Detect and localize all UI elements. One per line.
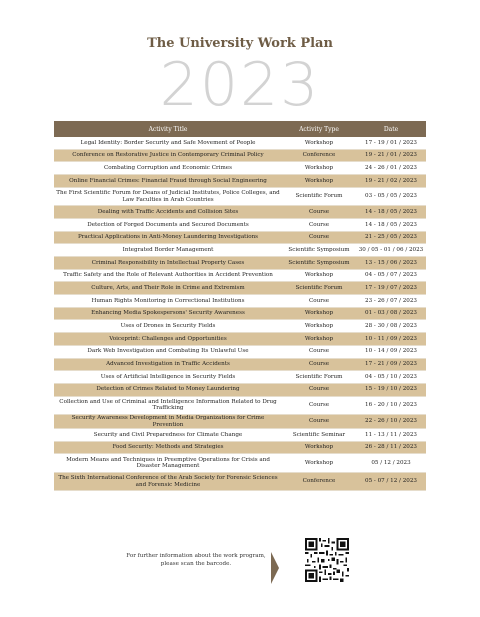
year-heading: 2023 <box>159 50 321 120</box>
activity-title-cell: Detection of Forged Documents and Secured Documents <box>54 218 282 231</box>
header-activity-title: Activity Title <box>54 121 282 137</box>
table-row <box>54 218 426 231</box>
date-cell: 11 - 13 / 11 / 2023 <box>356 429 426 442</box>
activity-title-cell: Criminal Responsibility in Intellectual Property Cases <box>54 257 282 270</box>
table-row <box>54 257 426 270</box>
activity-type-cell: Scientific Forum <box>282 371 356 384</box>
activity-title-cell: Human Rights Monitoring in Correctional Institutions <box>54 295 282 308</box>
date-cell: 05 / 12 / 2023 <box>356 454 426 473</box>
activity-title-cell: Combating Corruption and Economic Crimes <box>54 162 282 175</box>
activity-type-cell: Workshop <box>282 162 356 175</box>
activity-title-cell: Online Financial Crimes: Financial Fraud through Social Engineering <box>54 175 282 188</box>
table-body <box>54 137 426 491</box>
activity-title-cell: The First Scientific Forum for Deans of Judicial Institutes, Police Colleges, and Law Faculties in Arab Countries <box>54 187 282 206</box>
date-cell: 10 - 11 / 09 / 2023 <box>356 333 426 346</box>
table-row <box>54 472 426 491</box>
date-cell: 19 - 21 / 02 / 2023 <box>356 175 426 188</box>
activity-type-cell: Workshop <box>282 454 356 473</box>
activity-type-cell: Course <box>282 295 356 308</box>
table-row <box>54 187 426 206</box>
activity-type-cell: Course <box>282 206 356 219</box>
activity-type-cell: Conference <box>282 472 356 491</box>
table-row <box>54 415 426 429</box>
activity-title-cell: Integrated Border Management <box>54 244 282 257</box>
date-cell: 04 - 05 / 10 / 2023 <box>356 371 426 384</box>
activity-type-cell: Course <box>282 383 356 396</box>
activity-type-cell: Scientific Symposium <box>282 244 356 257</box>
activity-title-cell: Dark Web Investigation and Combating Its Unlawful Use <box>54 345 282 358</box>
activity-title-cell: Collection and Use of Criminal and Intelligence Information Related to Drug Trafficking <box>54 396 282 415</box>
date-cell: 15 - 19 / 10 / 2023 <box>356 383 426 396</box>
activity-title-cell: Traffic Safety and the Role of Relevant Authorities in Accident Prevention <box>54 269 282 282</box>
activity-title-cell: Legal Identity: Border Security and Safe Movement of People <box>54 137 282 149</box>
activity-type-cell: Scientific Forum <box>282 187 356 206</box>
activity-title-cell: Dealing with Traffic Accidents and Collision Sites <box>54 206 282 219</box>
activity-title-cell: Enhancing Media Spokespersons' Security Awareness <box>54 307 282 320</box>
table-row <box>54 175 426 188</box>
date-cell: 24 - 26 / 01 / 2023 <box>356 162 426 175</box>
date-cell: 16 - 20 / 10 / 2023 <box>356 396 426 415</box>
activity-type-cell: Course <box>282 415 356 429</box>
activity-type-cell: Course <box>282 396 356 415</box>
activity-type-cell: Course <box>282 358 356 371</box>
table-row <box>54 429 426 442</box>
activity-type-cell: Workshop <box>282 333 356 346</box>
table-row <box>54 371 426 384</box>
date-cell: 26 - 28 / 11 / 2023 <box>356 441 426 454</box>
activity-type-cell: Workshop <box>282 307 356 320</box>
date-cell: 21 - 25 / 05 / 2023 <box>356 231 426 244</box>
activity-title-cell: Security and Civil Preparedness for Climate Change <box>54 429 282 442</box>
table-row <box>54 282 426 295</box>
table-row <box>54 295 426 308</box>
date-cell: 17 - 19 / 01 / 2023 <box>356 137 426 149</box>
date-cell: 17 - 19 / 07 / 2023 <box>356 282 426 295</box>
date-cell: 14 - 18 / 05 / 2023 <box>356 218 426 231</box>
activity-type-cell: Workshop <box>282 320 356 333</box>
table-row <box>54 231 426 244</box>
table-row <box>54 206 426 219</box>
activity-type-cell: Scientific Seminar <box>282 429 356 442</box>
activity-title-cell: Food Security: Methods and Strategies <box>54 441 282 454</box>
table-row <box>54 149 426 162</box>
activity-title-cell: Conference on Restorative Justice in Contemporary Criminal Policy <box>54 149 282 162</box>
date-cell: 10 - 14 / 09 / 2023 <box>356 345 426 358</box>
date-cell: 17 - 21 / 09 / 2023 <box>356 358 426 371</box>
date-cell: 14 - 18 / 05 / 2023 <box>356 206 426 219</box>
activity-type-cell: Scientific Forum <box>282 282 356 295</box>
qr-code-icon[interactable] <box>305 538 349 582</box>
date-cell: 22 - 26 / 10 / 2023 <box>356 415 426 429</box>
table-row <box>54 269 426 282</box>
activity-title-cell: Practical Applications in Anti-Money Laundering Investigations <box>54 231 282 244</box>
activity-title-cell: Voiceprint: Challenges and Opportunities <box>54 333 282 346</box>
date-cell: 05 - 07 / 12 / 2023 <box>356 472 426 491</box>
date-cell: 30 / 05 - 01 / 06 / 2023 <box>356 244 426 257</box>
activity-title-cell: Uses of Artificial Intelligence in Security Fields <box>54 371 282 384</box>
activity-type-cell: Scientific Symposium <box>282 257 356 270</box>
table-row <box>54 333 426 346</box>
date-cell: 03 - 05 / 05 / 2023 <box>356 187 426 206</box>
activity-type-cell: Workshop <box>282 269 356 282</box>
date-cell: 19 - 21 / 01 / 2023 <box>356 149 426 162</box>
table-row <box>54 307 426 320</box>
work-plan-table <box>54 121 426 491</box>
page-title: The University Work Plan <box>147 36 333 51</box>
date-cell: 01 - 03 / 08 / 2023 <box>356 307 426 320</box>
footer-note: For further information about the work program, please scan the barcode. <box>126 553 266 567</box>
date-cell: 28 - 30 / 08 / 2023 <box>356 320 426 333</box>
table-header-row <box>54 121 426 137</box>
header-activity-type: Activity Type <box>282 121 356 137</box>
table-row <box>54 244 426 257</box>
activity-title-cell: Modern Means and Techniques in Preemptive Operations for Crisis and Disaster Management <box>54 454 282 473</box>
date-cell: 13 - 15 / 06 / 2023 <box>356 257 426 270</box>
right-arrow-icon <box>271 552 279 584</box>
activity-type-cell: Conference <box>282 149 356 162</box>
activity-type-cell: Course <box>282 345 356 358</box>
activity-type-cell: Course <box>282 218 356 231</box>
header-date: Date <box>356 121 426 137</box>
activity-title-cell: The Sixth International Conference of the Arab Society for Forensic Sciences and Forensic Medicine <box>54 472 282 491</box>
table-row <box>54 137 426 149</box>
activity-type-cell: Workshop <box>282 175 356 188</box>
activity-type-cell: Course <box>282 231 356 244</box>
activity-title-cell: Advanced Investigation in Traffic Accidents <box>54 358 282 371</box>
table-row <box>54 441 426 454</box>
activity-title-cell: Detection of Crimes Related to Money Laundering <box>54 383 282 396</box>
table-row <box>54 320 426 333</box>
activity-type-cell: Workshop <box>282 441 356 454</box>
date-cell: 23 - 26 / 07 / 2023 <box>356 295 426 308</box>
table-row <box>54 358 426 371</box>
activity-title-cell: Culture, Arts, and Their Role in Crime and Extremism <box>54 282 282 295</box>
date-cell: 04 - 05 / 07 / 2023 <box>356 269 426 282</box>
table-row <box>54 383 426 396</box>
activity-title-cell: Uses of Drones in Security Fields <box>54 320 282 333</box>
table-row <box>54 454 426 473</box>
activity-title-cell: Security Awareness Development in Media Organizations for Crime Prevention <box>54 415 282 429</box>
table-row <box>54 162 426 175</box>
table-row <box>54 396 426 415</box>
activity-type-cell: Workshop <box>282 137 356 149</box>
table-row <box>54 345 426 358</box>
